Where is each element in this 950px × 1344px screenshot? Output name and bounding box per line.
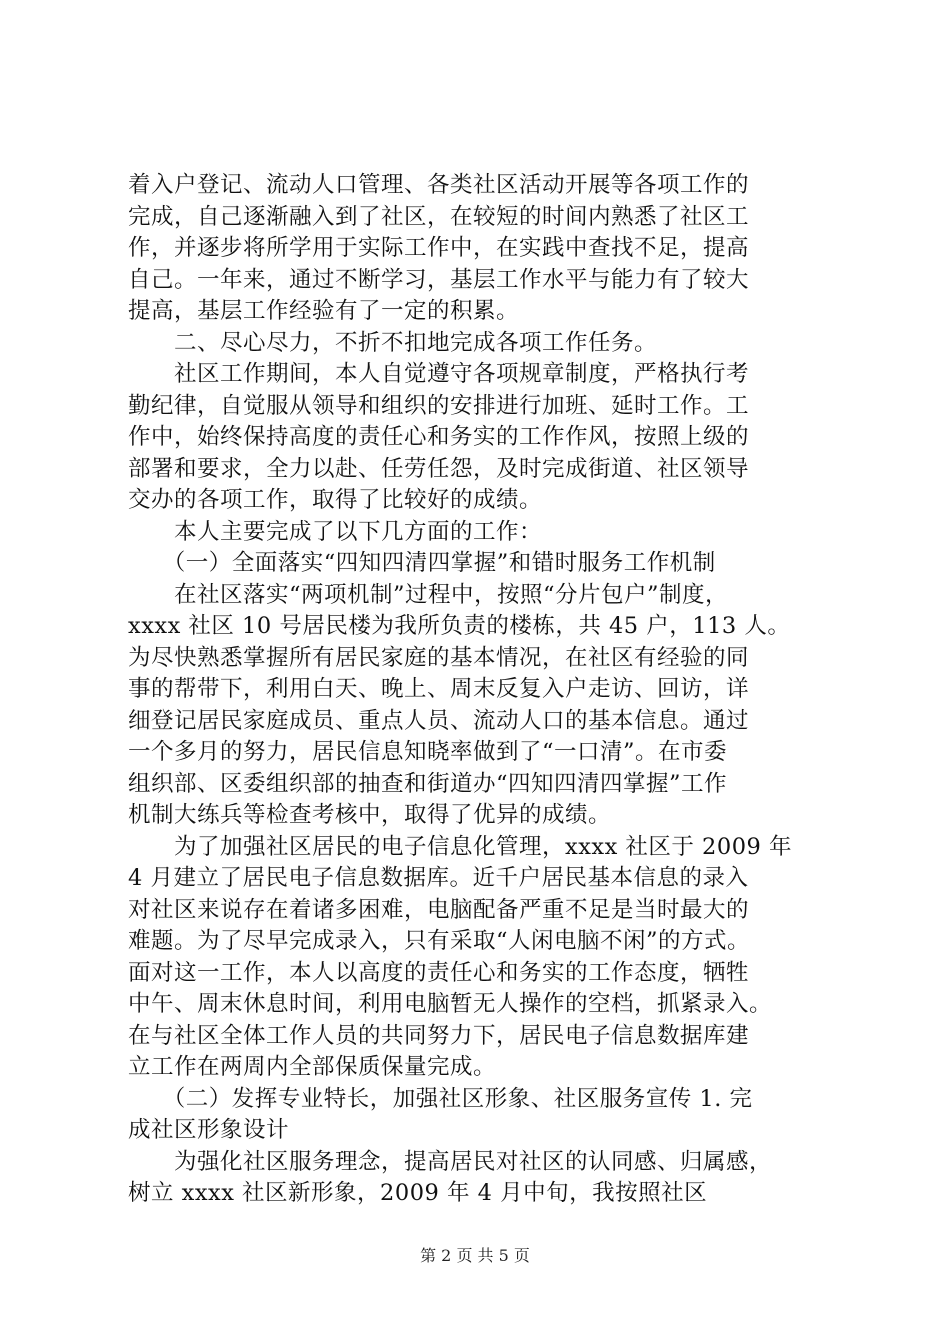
text-line: 着入户登记、流动人口管理、各类社区活动开展等各项工作的: [128, 172, 750, 198]
text-line: 完成，自己逐渐融入到了社区，在较短的时间内熟悉了社区工: [128, 203, 750, 230]
text-line: 对社区来说存在着诸多困难，电脑配备严重不足是当时最大的: [128, 896, 750, 923]
text-line: 在社区落实“两项机制”过程中，按照“分片包户”制度，: [128, 581, 729, 608]
text-line: 机制大练兵等检查考核中，取得了优异的成绩。: [128, 802, 612, 828]
section-heading: 二、尽心尽力，不折不扣地完成各项工作任务。: [128, 329, 658, 356]
subsection-heading: （二）发挥专业特长，加强社区形象、社区服务宣传 1. 完: [128, 1085, 753, 1112]
text-line: 面对这一工作，本人以高度的责任心和务实的工作态度，牺牲: [128, 959, 750, 986]
text-line: 为了加强社区居民的电子信息化管理，xxxx 社区于 2009 年: [128, 833, 792, 860]
text-line: 部署和要求，全力以赴、任劳任怨，及时完成街道、社区领导: [128, 455, 750, 482]
text-line: 一个多月的努力，居民信息知晓率做到了“一口清”。在市委: [128, 739, 728, 765]
text-line: 细登记居民家庭成员、重点人员、流动人口的基本信息。通过: [128, 707, 750, 734]
text-line: 为尽快熟悉掌握所有居民家庭的基本情况，在社区有经验的同: [128, 644, 750, 671]
text-line: 立工作在两周内全部保质保量完成。: [128, 1054, 497, 1080]
text-line: 树立 xxxx 社区新形象，2009 年 4 月中旬，我按照社区: [128, 1180, 708, 1206]
text-line: 交办的各项工作，取得了比较好的成绩。: [128, 487, 543, 513]
subsection-heading: 成社区形象设计: [128, 1117, 290, 1143]
document-body: [128, 170, 828, 1210]
text-line: 勤纪律，自觉服从领导和组织的安排进行加班、延时工作。工: [128, 392, 750, 419]
subsection-heading: （一）全面落实“四知四清四掌握”和错时服务工作机制: [128, 550, 716, 576]
text-line: 作，并逐步将所学用于实际工作中，在实践中查找不足，提高: [128, 235, 750, 261]
text-line: 中午、周末休息时间，利用电脑暂无人操作的空档，抓紧录入。: [128, 991, 773, 1017]
text-line: 作中，始终保持高度的责任心和务实的工作作风，按照上级的: [128, 424, 750, 450]
text-line: 难题。为了尽早完成录入，只有采取“人闲电脑不闲”的方式。: [128, 928, 751, 954]
text-line: 自己。一年来，通过不断学习，基层工作水平与能力有了较大: [128, 266, 750, 293]
text-line: 为强化社区服务理念，提高居民对社区的认同感、归属感，: [128, 1148, 773, 1175]
text-line: 本人主要完成了以下几方面的工作：: [128, 518, 543, 545]
text-line: 事的帮带下，利用白天、晚上、周末反复入户走访、回访，详: [128, 676, 750, 702]
text-line: 社区工作期间，本人自觉遵守各项规章制度，严格执行考: [128, 361, 750, 387]
text-line: 组织部、区委组织部的抽查和街道办“四知四清四掌握”工作: [128, 770, 728, 797]
text-line: 4 月建立了居民电子信息数据库。近千户居民基本信息的录入: [128, 865, 749, 891]
text-line: 提高，基层工作经验有了一定的积累。: [128, 298, 520, 324]
text-line: xxxx 社区 10 号居民楼为我所负责的楼栋，共 45 户，113 人。: [128, 613, 791, 639]
page-footer: 第 2 页 共 5 页: [420, 1246, 530, 1265]
text-line: 在与社区全体工作人员的共同努力下，居民电子信息数据库建: [128, 1022, 750, 1049]
